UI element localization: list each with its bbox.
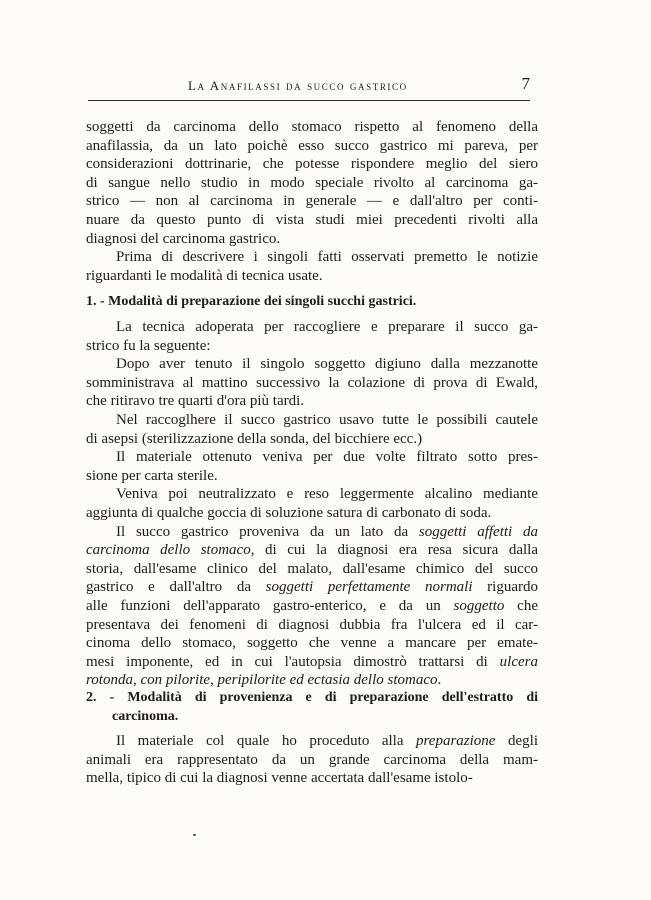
section-1-heading (86, 292, 538, 311)
text-line: Nel raccoglhere il succo gastrico usavo tutte le possibili cautele (116, 411, 538, 428)
text-line: Dopo aver tenuto il singolo soggetto digiuno dalla mezzanotte (116, 356, 538, 373)
text-line: animali era rappresentato da un grande carcinoma della mam- (86, 751, 538, 768)
text-line: di asepsi (sterilizzazione della sonda, del bicchiere ecc.) (86, 430, 423, 447)
section-2-body (86, 732, 538, 788)
running-title: La Anafilassi da succo gastrico (188, 78, 408, 93)
text-line: diagnosi del carcinoma gastrico. (86, 230, 281, 247)
page-speck (193, 834, 196, 836)
text-line: anafilassia, da un lato poichè esso succo gastrico mi pareva, per (86, 137, 538, 154)
text-line: soggetti da carcinoma dello stomaco rispetto al fenomeno della (86, 119, 538, 135)
text-line: considerazioni dottrinarie, che potesse rispondere meglio del siero (86, 156, 538, 173)
section-heading-line: 1. - Modalità di preparazione dei singoli succhi gastrici. (86, 294, 417, 309)
text-line: riguardanti le modalità di tecnica usate. (86, 267, 323, 284)
section-1-body (86, 318, 538, 690)
text-line: Il materiale col quale ho proceduto alla preparazione degli (116, 733, 538, 749)
running-header (88, 74, 530, 98)
text-line: alle funzioni dell'apparato gastro-enterico, e da un soggetto che (86, 597, 538, 614)
text-line: Veniva poi neutralizzato e reso leggermente alcalino mediante (116, 486, 538, 503)
text-line: carcinoma dello stomaco, di cui la diagnosi era resa sicura dalla (86, 542, 538, 559)
text-line: presentava dei fenomeni di diagnosi dubbia fra l'ulcera ed il car- (86, 616, 538, 633)
text-line: sione per carta sterile. (86, 467, 218, 484)
intro-text (86, 118, 538, 285)
text-line: strico fu la seguente: (86, 337, 211, 354)
text-line: di sangue nello studio in modo speciale rivolto al carcinoma ga- (86, 174, 538, 191)
section-2-heading (86, 688, 538, 726)
text-line: aggiunta di qualche goccia di soluzione satura di carbonato di soda. (86, 504, 492, 521)
text-line: che ritiravo tre quarti d'ora più tardi. (86, 393, 305, 410)
text-line: Il succo gastrico proveniva da un lato da soggetti affetti da (116, 523, 538, 540)
text-line: mella, tipico di cui la diagnosi venne accertata dall'esame istolo- (86, 770, 473, 787)
text-line: rotonda, con pilorite, peripilorite ed ectasia dello stomaco. (86, 672, 442, 689)
section-heading-line: 2. - Modalità di provenienza e di preparazione dell'estratto di (86, 690, 538, 705)
text-line: cinoma dello stomaco, soggetto che venne a mancare per emate- (86, 635, 538, 652)
text-line: somministrava al mattino successivo la colazione di prova di Ewald, (86, 374, 538, 391)
text-line: gastrico e dall'altro da soggetti perfettamente normali riguardo (86, 579, 538, 596)
text-line: nuare da questo punto di vista studi miei precedenti rivolti alla (86, 211, 538, 228)
page-number: 7 (521, 74, 530, 93)
text-line: Il materiale ottenuto veniva per due volte filtrato sotto pres- (116, 449, 538, 466)
text-line: mesi imponente, ed in cui l'autopsia dimostrò trattarsi di ulcera (86, 653, 538, 670)
text-line: storia, dall'esame clinico del malato, dall'esame chimico del succo (86, 560, 538, 577)
text-line: strico — non al carcinoma in generale — e dall'altro per conti- (86, 193, 538, 210)
section-heading-line: carcinoma. (112, 709, 179, 724)
header-rule (88, 100, 530, 101)
text-line: Prima di descrivere i singoli fatti osservati premetto le notizie (116, 249, 538, 266)
text-line: La tecnica adoperata per raccogliere e preparare il succo ga- (116, 319, 538, 335)
